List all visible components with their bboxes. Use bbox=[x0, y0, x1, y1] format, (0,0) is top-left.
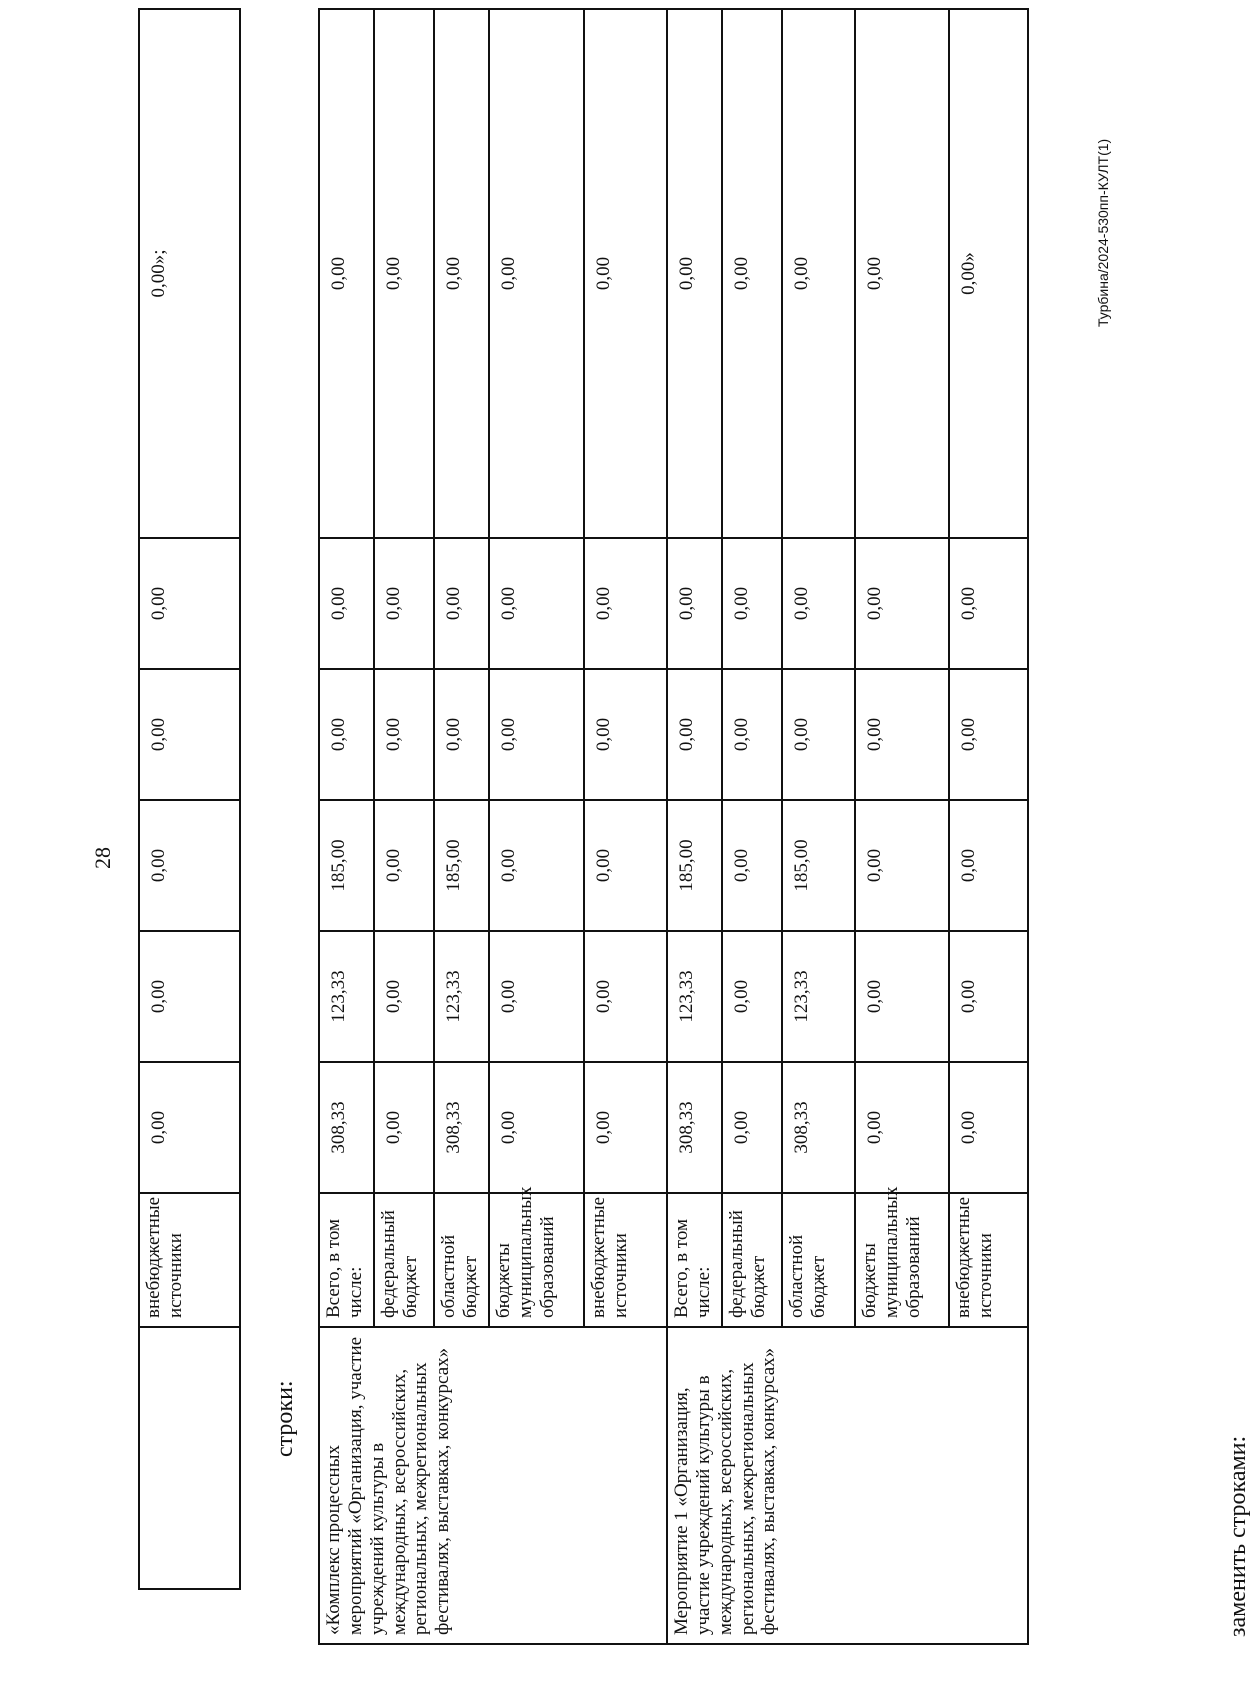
value-cell: 123,33 bbox=[782, 931, 855, 1062]
value-cell: 0,00 bbox=[374, 1062, 434, 1193]
program-name-cell: Мероприятие 1 «Организация, участие учреждений культуры в международных, всероссийских, региональных, межрегиональных фестивалях, выставках, конкурсах» bbox=[667, 1327, 1028, 1644]
value-cell: 0,00 bbox=[722, 931, 782, 1062]
main-table bbox=[318, 8, 1029, 1645]
value-cell: 0,00 bbox=[374, 9, 434, 538]
value-cell: 0,00 bbox=[949, 931, 1028, 1062]
table-row bbox=[667, 9, 722, 1644]
value-cell: 0,00 bbox=[667, 669, 722, 800]
funding-source-cell: Всего, в том числе: bbox=[319, 1193, 374, 1327]
value-cell: 0,00 bbox=[949, 669, 1028, 800]
value-cell: 123,33 bbox=[434, 931, 489, 1062]
value-cell: 0,00 bbox=[782, 9, 855, 538]
value-cell: 0,00 bbox=[434, 538, 489, 669]
value-cell: 0,00 bbox=[139, 538, 240, 669]
value-cell: 0,00 bbox=[855, 669, 949, 800]
value-cell: 0,00 bbox=[667, 538, 722, 669]
value-cell: 0,00 bbox=[722, 9, 782, 538]
value-cell: 0,00 bbox=[855, 1062, 949, 1193]
value-cell: 0,00 bbox=[855, 9, 949, 538]
program-name-cell bbox=[139, 1327, 240, 1589]
value-cell: 308,33 bbox=[434, 1062, 489, 1193]
value-cell: 0,00 bbox=[139, 931, 240, 1062]
value-cell: 0,00 bbox=[374, 538, 434, 669]
table-row bbox=[139, 9, 240, 1589]
value-cell: 123,33 bbox=[667, 931, 722, 1062]
heading-replace: заменить строками: bbox=[1225, 1435, 1251, 1637]
value-cell: 0,00 bbox=[584, 669, 667, 800]
value-cell: 0,00 bbox=[489, 931, 584, 1062]
value-cell: 0,00 bbox=[782, 538, 855, 669]
funding-source-cell: федеральный бюджет bbox=[722, 1193, 782, 1327]
value-cell: 0,00 bbox=[374, 669, 434, 800]
value-cell: 0,00 bbox=[319, 538, 374, 669]
value-cell: 0,00»; bbox=[139, 9, 240, 538]
value-cell: 185,00 bbox=[319, 800, 374, 931]
value-cell: 0,00 bbox=[949, 538, 1028, 669]
funding-source-cell: областной бюджет bbox=[782, 1193, 855, 1327]
funding-source-cell: внебюджетные источники bbox=[584, 1193, 667, 1327]
value-cell: 0,00 bbox=[489, 800, 584, 931]
value-cell: 0,00 bbox=[667, 9, 722, 538]
value-cell: 0,00» bbox=[949, 9, 1028, 538]
value-cell: 0,00 bbox=[319, 669, 374, 800]
program-name-cell: «Комплекс процессных мероприятий «Организация, участие учреждений культуры в международных, всероссийских, региональных, межрегиональных фестивалях, выставках, конкурсах» bbox=[319, 1327, 667, 1644]
value-cell: 308,33 bbox=[782, 1062, 855, 1193]
value-cell: 0,00 bbox=[722, 1062, 782, 1193]
document-code: Турбина/2024-530пп-КУЛТ(1) bbox=[1095, 138, 1111, 327]
value-cell: 185,00 bbox=[667, 800, 722, 931]
value-cell: 0,00 bbox=[489, 9, 584, 538]
value-cell: 0,00 bbox=[584, 1062, 667, 1193]
funding-source-cell: федеральный бюджет bbox=[374, 1193, 434, 1327]
funding-source-cell: бюджеты муниципальных образований bbox=[855, 1193, 949, 1327]
value-cell: 0,00 bbox=[949, 800, 1028, 931]
value-cell: 0,00 bbox=[855, 800, 949, 931]
value-cell: 0,00 bbox=[855, 931, 949, 1062]
value-cell: 0,00 bbox=[434, 669, 489, 800]
value-cell: 0,00 bbox=[319, 9, 374, 538]
funding-source-cell: бюджеты муниципальных образований bbox=[489, 1193, 584, 1327]
value-cell: 0,00 bbox=[722, 800, 782, 931]
value-cell: 185,00 bbox=[782, 800, 855, 931]
value-cell: 0,00 bbox=[855, 538, 949, 669]
value-cell: 0,00 bbox=[489, 669, 584, 800]
funding-source-cell: Всего, в том числе: bbox=[667, 1193, 722, 1327]
value-cell: 0,00 bbox=[139, 669, 240, 800]
value-cell: 123,33 bbox=[319, 931, 374, 1062]
value-cell: 0,00 bbox=[139, 800, 240, 931]
value-cell: 0,00 bbox=[584, 538, 667, 669]
value-cell: 0,00 bbox=[722, 538, 782, 669]
heading-rows: строки: bbox=[272, 1380, 298, 1457]
value-cell: 0,00 bbox=[374, 931, 434, 1062]
funding-source-cell: внебюджетные источники bbox=[949, 1193, 1028, 1327]
value-cell: 0,00 bbox=[374, 800, 434, 931]
value-cell: 0,00 bbox=[584, 9, 667, 538]
value-cell: 0,00 bbox=[949, 1062, 1028, 1193]
value-cell: 0,00 bbox=[139, 1062, 240, 1193]
value-cell: 0,00 bbox=[434, 9, 489, 538]
value-cell: 308,33 bbox=[667, 1062, 722, 1193]
page-number: 28 bbox=[90, 847, 115, 869]
value-cell: 308,33 bbox=[319, 1062, 374, 1193]
table-row bbox=[319, 9, 374, 1644]
value-cell: 0,00 bbox=[782, 669, 855, 800]
funding-source-cell: внебюджетные источники bbox=[139, 1193, 240, 1327]
value-cell: 0,00 bbox=[722, 669, 782, 800]
value-cell: 0,00 bbox=[584, 800, 667, 931]
value-cell: 0,00 bbox=[489, 538, 584, 669]
top-table bbox=[138, 8, 241, 1590]
value-cell: 0,00 bbox=[584, 931, 667, 1062]
value-cell: 0,00 bbox=[489, 1062, 584, 1193]
value-cell: 185,00 bbox=[434, 800, 489, 931]
funding-source-cell: областной бюджет bbox=[434, 1193, 489, 1327]
